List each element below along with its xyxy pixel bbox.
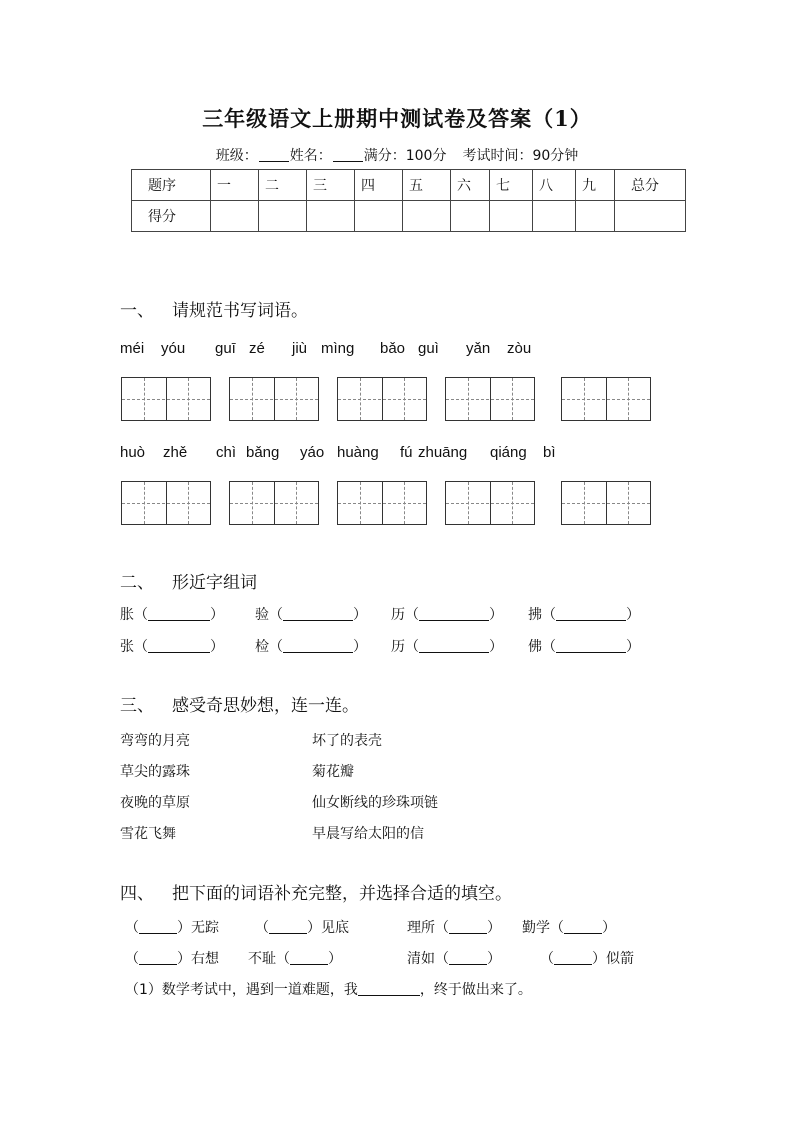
header-cell: 题序	[132, 170, 211, 201]
word-item: 胀（ ）	[120, 607, 224, 623]
answer-blank[interactable]	[148, 639, 210, 653]
writing-grid[interactable]	[337, 481, 427, 525]
answer-blank[interactable]	[290, 951, 328, 965]
word-item: 历（ ）	[391, 639, 503, 655]
score-cell[interactable]	[355, 201, 403, 232]
header-cell: 四	[355, 170, 403, 201]
idiom-item: 不耻（ ）	[248, 951, 342, 967]
pinyin: huò	[120, 444, 146, 461]
score-table-header-row	[132, 170, 686, 201]
word-item: 检（ ）	[255, 639, 367, 655]
writing-grid[interactable]	[229, 377, 319, 421]
writing-grid[interactable]	[121, 481, 211, 525]
section-title: 形近字组词	[172, 573, 257, 593]
score-cell[interactable]	[307, 201, 355, 232]
section-number: 二、	[120, 573, 154, 593]
name-label: 姓名：	[289, 148, 332, 164]
score-cell[interactable]	[576, 201, 615, 232]
score-cell[interactable]	[490, 201, 533, 232]
match-right-item[interactable]: 坏了的表壳	[312, 733, 382, 749]
answer-blank[interactable]	[358, 982, 420, 996]
writing-grid[interactable]	[445, 481, 535, 525]
score-table-score-row	[132, 201, 686, 232]
match-left-item[interactable]: 雪花飞舞	[120, 826, 176, 842]
answer-blank[interactable]	[283, 639, 353, 653]
pinyin-row-2	[120, 444, 680, 464]
pinyin: bǎng	[246, 444, 280, 461]
pinyin: jiù	[292, 340, 308, 357]
match-right-item[interactable]: 仙女断线的珍珠项链	[312, 795, 438, 811]
pinyin: chì	[216, 444, 237, 461]
header-cell: 总分	[615, 170, 686, 201]
section-2-heading	[120, 568, 257, 593]
answer-blank[interactable]	[283, 607, 353, 621]
header-cell: 七	[490, 170, 533, 201]
pinyin: zòu	[507, 340, 532, 357]
class-label: 班级：	[215, 148, 258, 164]
pinyin: mìng	[321, 340, 355, 357]
match-right-item[interactable]: 菊花瓣	[312, 764, 354, 780]
pinyin: bǎo	[380, 340, 406, 357]
header-cell: 八	[533, 170, 576, 201]
header-cell: 二	[259, 170, 307, 201]
header-cell: 一	[211, 170, 259, 201]
section-number: 三、	[120, 696, 154, 716]
section-1-heading	[120, 296, 308, 321]
header-cell: 九	[576, 170, 615, 201]
score-cell[interactable]	[451, 201, 490, 232]
question-1: （1）数学考试中，遇到一道难题，我 ，终于做出来了。	[125, 982, 532, 998]
writing-grid[interactable]	[121, 377, 211, 421]
score-cell[interactable]	[533, 201, 576, 232]
header-cell: 六	[451, 170, 490, 201]
answer-blank[interactable]	[148, 607, 210, 621]
score-cell[interactable]	[211, 201, 259, 232]
idiom-item: 勤学（ ）	[522, 920, 616, 936]
section-3-heading	[120, 691, 359, 716]
pinyin: zé	[249, 340, 265, 357]
header-cell: 五	[403, 170, 451, 201]
pinyin: huàng	[337, 444, 379, 461]
pinyin-row-1	[120, 340, 680, 360]
pinyin: fú	[400, 444, 413, 461]
pinyin: guī	[215, 340, 236, 357]
pinyin: zhuāng	[418, 444, 468, 461]
idiom-item: （ ）右想	[125, 951, 219, 967]
word-item: 拂（ ）	[528, 607, 640, 623]
pinyin: méi	[120, 340, 145, 357]
answer-blank[interactable]	[139, 920, 177, 934]
answer-blank[interactable]	[139, 951, 177, 965]
section-title: 请规范书写词语。	[172, 301, 308, 321]
match-right-item[interactable]: 早晨写给太阳的信	[312, 826, 424, 842]
score-cell[interactable]	[615, 201, 686, 232]
match-left-item[interactable]: 草尖的露珠	[120, 764, 190, 780]
score-table	[131, 169, 686, 232]
answer-blank[interactable]	[419, 639, 489, 653]
idiom-item: （ ）似箭	[540, 951, 634, 967]
pinyin: yáo	[300, 444, 325, 461]
answer-blank[interactable]	[556, 607, 626, 621]
idiom-item: （ ）无踪	[125, 920, 219, 936]
pinyin: zhě	[163, 444, 188, 461]
class-blank[interactable]	[259, 147, 289, 162]
writing-grid[interactable]	[229, 481, 319, 525]
idiom-item: 清如（ ）	[407, 951, 501, 967]
match-left-item[interactable]: 弯弯的月亮	[120, 733, 190, 749]
word-item: 历（ ）	[391, 607, 503, 623]
word-item: 佛（ ）	[528, 639, 640, 655]
idiom-item: （ ）见底	[255, 920, 349, 936]
exam-time-text: 考试时间：90分钟	[462, 148, 579, 164]
full-score-text: 满分：100分	[363, 148, 447, 164]
name-blank[interactable]	[333, 147, 363, 162]
writing-grid[interactable]	[337, 377, 427, 421]
answer-blank[interactable]	[449, 951, 487, 965]
pinyin: yǎn	[466, 340, 491, 357]
pinyin: yóu	[161, 340, 186, 357]
writing-grid[interactable]	[561, 377, 651, 421]
exam-info-line	[0, 145, 794, 165]
section-number: 四、	[120, 884, 154, 904]
pinyin: bì	[543, 444, 556, 461]
answer-blank[interactable]	[564, 920, 602, 934]
word-item: 验（ ）	[255, 607, 367, 623]
score-cell[interactable]	[259, 201, 307, 232]
section-number: 一、	[120, 301, 154, 321]
section-title: 把下面的词语补充完整，并选择合适的填空。	[172, 884, 512, 904]
answer-blank[interactable]	[419, 607, 489, 621]
writing-grid[interactable]	[561, 481, 651, 525]
word-item: 张（ ）	[120, 639, 224, 655]
pinyin: guì	[418, 340, 439, 357]
section-title: 感受奇思妙想，连一连。	[172, 696, 359, 716]
idiom-item: 理所（ ）	[407, 920, 501, 936]
pinyin: qiáng	[490, 444, 527, 461]
row-label-cell: 得分	[132, 201, 211, 232]
answer-blank[interactable]	[554, 951, 592, 965]
answer-blank[interactable]	[269, 920, 307, 934]
match-left-item[interactable]: 夜晚的草原	[120, 795, 190, 811]
page-title: 三年级语文上册期中测试卷及答案（1）	[202, 106, 592, 131]
header-cell: 三	[307, 170, 355, 201]
answer-blank[interactable]	[449, 920, 487, 934]
section-4-heading	[120, 879, 512, 904]
writing-grid[interactable]	[445, 377, 535, 421]
score-cell[interactable]	[403, 201, 451, 232]
answer-blank[interactable]	[556, 639, 626, 653]
